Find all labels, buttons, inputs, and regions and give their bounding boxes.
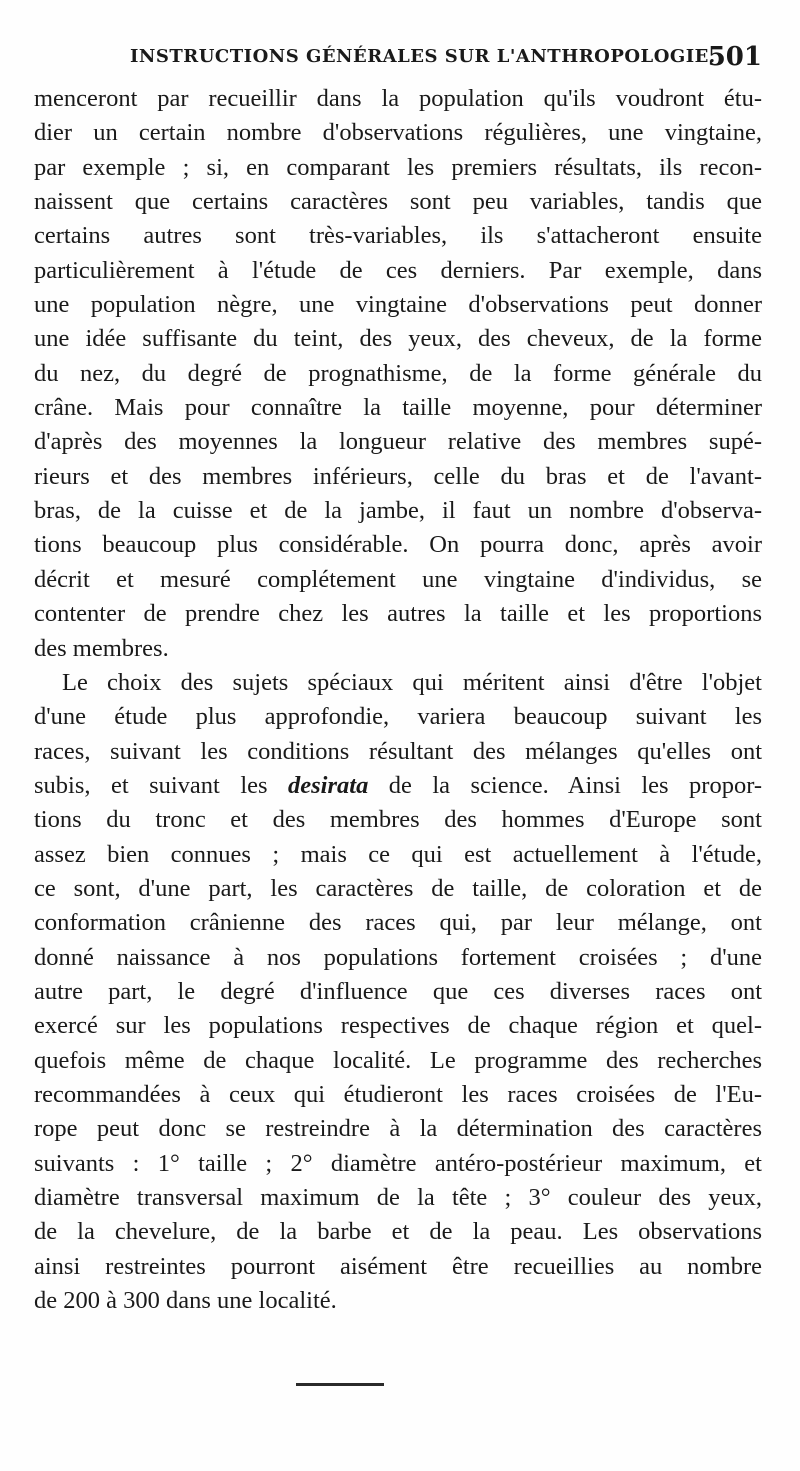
text-line: menceront par recueillir dans la population qu'ils voudront étu- xyxy=(34,85,762,112)
text-line: crâne. Mais pour connaître la taille moyenne, pour déterminer xyxy=(34,394,762,422)
text-line: une idée suffisante du teint, des yeux, des cheveux, de la forme xyxy=(34,325,762,353)
text-line: d'après des moyennes la longueur relative des membres supé- xyxy=(34,428,762,456)
text-line: suivants : 1° taille ; 2° diamètre antéro-postérieur maximum, et xyxy=(34,1149,762,1177)
text-line: quefois même de chaque localité. Le programme des recherches xyxy=(34,1046,762,1074)
text-line: décrit et mesuré complétement une vingtaine d'individus, se xyxy=(34,565,762,593)
text-line: des membres. xyxy=(34,634,169,662)
text-line: dier un certain nombre d'observations régulières, une vingtaine, xyxy=(34,119,762,147)
text-line: conformation crânienne des races qui, par leur mélange, ont xyxy=(34,909,762,937)
body-text xyxy=(34,82,762,1318)
text-segment: subis, et suivant les xyxy=(34,771,268,799)
text-line: contenter de prendre chez les autres la taille et les proportions xyxy=(34,600,762,628)
text-line: tions beaucoup plus considérable. On pourra donc, après avoir xyxy=(34,531,762,559)
text-line: ainsi restreintes pourront aisément être recueillies au nombre xyxy=(34,1252,762,1280)
emphasized-term: desirata xyxy=(288,771,369,799)
end-rule xyxy=(296,1383,384,1386)
text-line xyxy=(34,769,762,803)
text-line: donné naissance à nos populations fortement croisées ; d'une xyxy=(34,943,762,971)
text-line: de 200 à 300 dans une localité. xyxy=(34,1287,337,1315)
text-line: de la chevelure, de la barbe et de la peau. Les observations xyxy=(34,1218,762,1246)
text-line: par exemple ; si, en comparant les premiers résultats, ils recon- xyxy=(34,153,762,181)
text-line: diamètre transversal maximum de la tête ; 3° couleur des yeux, xyxy=(34,1184,762,1211)
text-line: particulièrement à l'étude de ces derniers. Par exemple, dans xyxy=(34,256,762,284)
text-line: d'une étude plus approfondie, variera beaucoup suivant les xyxy=(34,703,762,731)
text-line: certains autres sont très-variables, ils s'attacheront ensuite xyxy=(34,222,762,250)
running-head-title: INSTRUCTIONS GÉNÉRALES SUR L'ANTHROPOLOGIE. xyxy=(130,46,716,67)
text-line: Le choix des sujets spéciaux qui méritent ainsi d'être l'objet xyxy=(62,668,762,696)
page-number: 501 xyxy=(707,42,762,72)
text-line: ce sont, d'une part, les caractères de taille, de coloration et de xyxy=(34,874,762,902)
text-line: rope peut donc se restreindre à la détermination des caractères xyxy=(34,1115,762,1143)
text-line: races, suivant les conditions résultant des mélanges qu'elles ont xyxy=(34,737,762,765)
text-line: bras, de la cuisse et de la jambe, il faut un nombre d'observa- xyxy=(34,497,762,525)
text-line: recommandées à ceux qui étudieront les races croisées de l'Eu- xyxy=(34,1080,762,1108)
text-line: une population nègre, une vingtaine d'observations peut donner xyxy=(34,291,762,319)
text-line: rieurs et des membres inférieurs, celle du bras et de l'avant- xyxy=(34,462,762,490)
text-line: du nez, du degré de prognathisme, de la forme générale du xyxy=(34,359,762,387)
text-line: assez bien connues ; mais ce qui est actuellement à l'étude, xyxy=(34,840,762,868)
text-line: tions du tronc et des membres des hommes d'Europe sont xyxy=(34,806,762,834)
text-line: autre part, le degré d'influence que ces diverses races ont xyxy=(34,977,762,1005)
text-line: exercé sur les populations respectives de chaque région et quel- xyxy=(34,1012,762,1040)
text-line: naissent que certains caractères sont peu variables, tandis que xyxy=(34,188,762,216)
text-segment: de la science. Ainsi les propor- xyxy=(388,771,763,799)
running-head xyxy=(34,42,762,82)
